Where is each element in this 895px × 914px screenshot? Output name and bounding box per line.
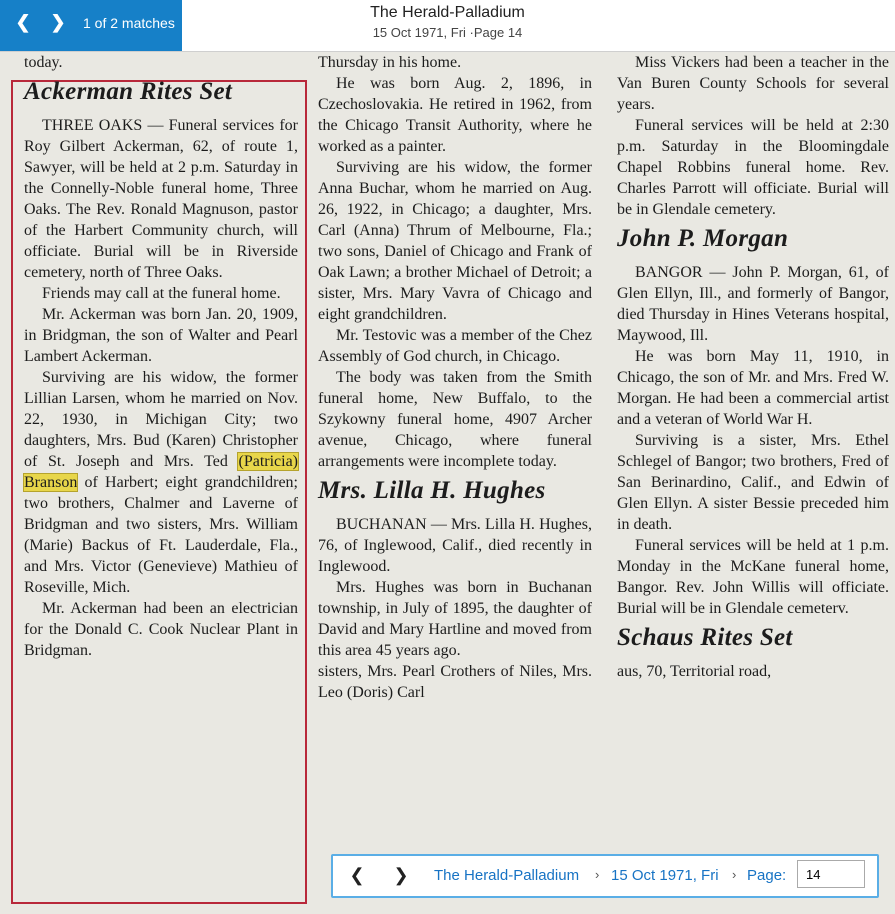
breadcrumb-separator: › xyxy=(732,867,737,882)
breadcrumb-date[interactable]: 15 Oct 1971, Fri xyxy=(611,867,719,884)
breadcrumb-publication[interactable]: The Herald-Palladium xyxy=(434,867,580,884)
column-text: Miss Vickers had been a teacher in the Van Buren County Schools for several years. xyxy=(617,54,889,113)
publication-title: The Herald-Palladium xyxy=(370,4,525,21)
obituary-heading-schaus: Schaus Rites Set xyxy=(617,624,793,651)
column-text: He was born Aug. 2, 1896, in Czechoslovakia. He retired in 1962, from the Chicago Transit Authority, where he worked as a painter. xyxy=(318,75,592,155)
column-text: THREE OAKS — Funeral services for Roy Gilbert Ackerman, 62, of route 1, Sawyer, will be held at 2 p.m. Saturday in the Connelly-Noble funeral home, Three Oaks. The Rev. Ronald Magnuson, pastor of the Harbert Community church, will officiate. Burial will be in Riverside cemetery, north of Three Oaks. xyxy=(24,117,298,281)
publication-date-page: 15 Oct 1971, Fri ·Page 14 xyxy=(372,25,523,40)
previous-page-button[interactable]: ❮ xyxy=(349,865,365,885)
column-text: Mr. Ackerman was born Jan. 20, 1909, in Bridgman, the son of Walter and Pearl Lambert Ackerman. xyxy=(24,306,298,365)
column-text: Surviving are his widow, the former Anna Buchar, whom he married on Aug. 26, 1922, in Chicago; a daughter, Mrs. Carl (Anna) Thrum of Melbourne, Fla.; two sons, Daniel of Chicago and Frank of Oak Lawn; a brother Michael of Detroit; a sister, Mrs. Mary Vavra of Chicago and eight grandchildren. xyxy=(318,159,592,323)
column-3 xyxy=(617,52,889,682)
column-text: of Harbert; eight grandchildren; two brothers, Chalmer and Laverne of Bridgman and two sisters, Mrs. William (Marie) Backus of Ft. Lauderdale, Fla., and Mrs. Victor (Genevieve) Mathieu of Roseville, Mich. xyxy=(24,474,298,596)
page-number-input[interactable] xyxy=(797,860,865,888)
column-text: sisters, Mrs. Pearl Crothers of Niles, Mrs. Leo (Doris) Carl xyxy=(318,663,592,701)
column-text: Friends may call at the funeral home. xyxy=(42,285,281,302)
next-page-button[interactable]: ❯ xyxy=(393,865,409,885)
column-text: aus, 70, Territorial road, xyxy=(617,663,772,680)
column-text: today. xyxy=(24,54,63,71)
obituary-heading-ackerman: Ackerman Rites Set xyxy=(24,78,233,105)
column-2 xyxy=(318,52,592,703)
column-text: He was born May 11, 1910, in Chicago, the son of Mr. and Mrs. Fred W. Morgan. He had been a commercial artist and a veteran of World War H. xyxy=(617,348,889,428)
column-1 xyxy=(24,52,298,661)
column-text: Funeral services will be held at 1 p.m. Monday in the McKane funeral home, Bangor. Rev. John Willis will officiate. Burial will be in Glendale cemeterv. xyxy=(617,537,889,617)
column-text: Mr. Testovic was a member of the Chez Assembly of God church, in Chicago. xyxy=(318,327,592,365)
next-match-button[interactable]: ❯ xyxy=(50,12,66,32)
column-text: Surviving is a sister, Mrs. Ethel Schlegel of Bangor; two brothers, Fred of San Berinardino, Calif., and Edwin of Glen Ellyn. A sister Bessie preceded him in death. xyxy=(617,432,889,533)
viewer-header xyxy=(0,0,895,52)
column-text: Thursday in his home. xyxy=(318,54,462,71)
column-text: The body was taken from the Smith funeral home, New Buffalo, to the Szykowny funeral home, 4907 Archer avenue, Chicago, where funeral arrangements were incomplete today. xyxy=(318,369,592,470)
column-text: Mrs. Hughes was born in Buchanan township, in July of 1895, the daughter of David and Mary Hartline and moved from this area 45 years ago. xyxy=(318,579,592,659)
page-label: Page: xyxy=(747,867,787,884)
column-text: BANGOR — John P. Morgan, 61, of Glen Ellyn, Ill., and formerly of Bangor, died Thursday in Hines Veterans hospital, Maywood, Ill. xyxy=(617,264,889,344)
newspaper-page xyxy=(0,52,895,914)
search-highlight: Branson xyxy=(24,474,78,491)
search-highlight: (Patricia) xyxy=(238,453,299,470)
previous-match-button[interactable]: ❮ xyxy=(15,12,31,32)
column-text: Mr. Ackerman had been an electrician for the Donald C. Cook Nuclear Plant in Bridgman. xyxy=(24,600,298,659)
page-navigation-bar xyxy=(331,854,879,898)
obituary-heading-hughes: Mrs. Lilla H. Hughes xyxy=(318,477,546,504)
column-text xyxy=(24,367,298,598)
column-text: Funeral services will be held at 2:30 p.m. Saturday in the Bloomingdale Chapel Robbins funeral home. Rev. Charles Parrott will officiate. Burial will be in Glendale cemetery. xyxy=(617,117,889,218)
column-text: BUCHANAN — Mrs. Lilla H. Hughes, 76, of Inglewood, Calif., died recently in Inglewood. xyxy=(318,516,592,575)
obituary-heading-morgan: John P. Morgan xyxy=(617,225,789,252)
column-text: Surviving are his widow, the former Lillian Larsen, whom he married on Nov. 22, 1930, in Michigan City; two daughters, Mrs. Bud (Karen) Christopher of St. Joseph and Mrs. Ted xyxy=(24,369,298,470)
match-count: 1 of 2 matches xyxy=(83,15,175,31)
breadcrumb-separator: › xyxy=(595,867,600,882)
